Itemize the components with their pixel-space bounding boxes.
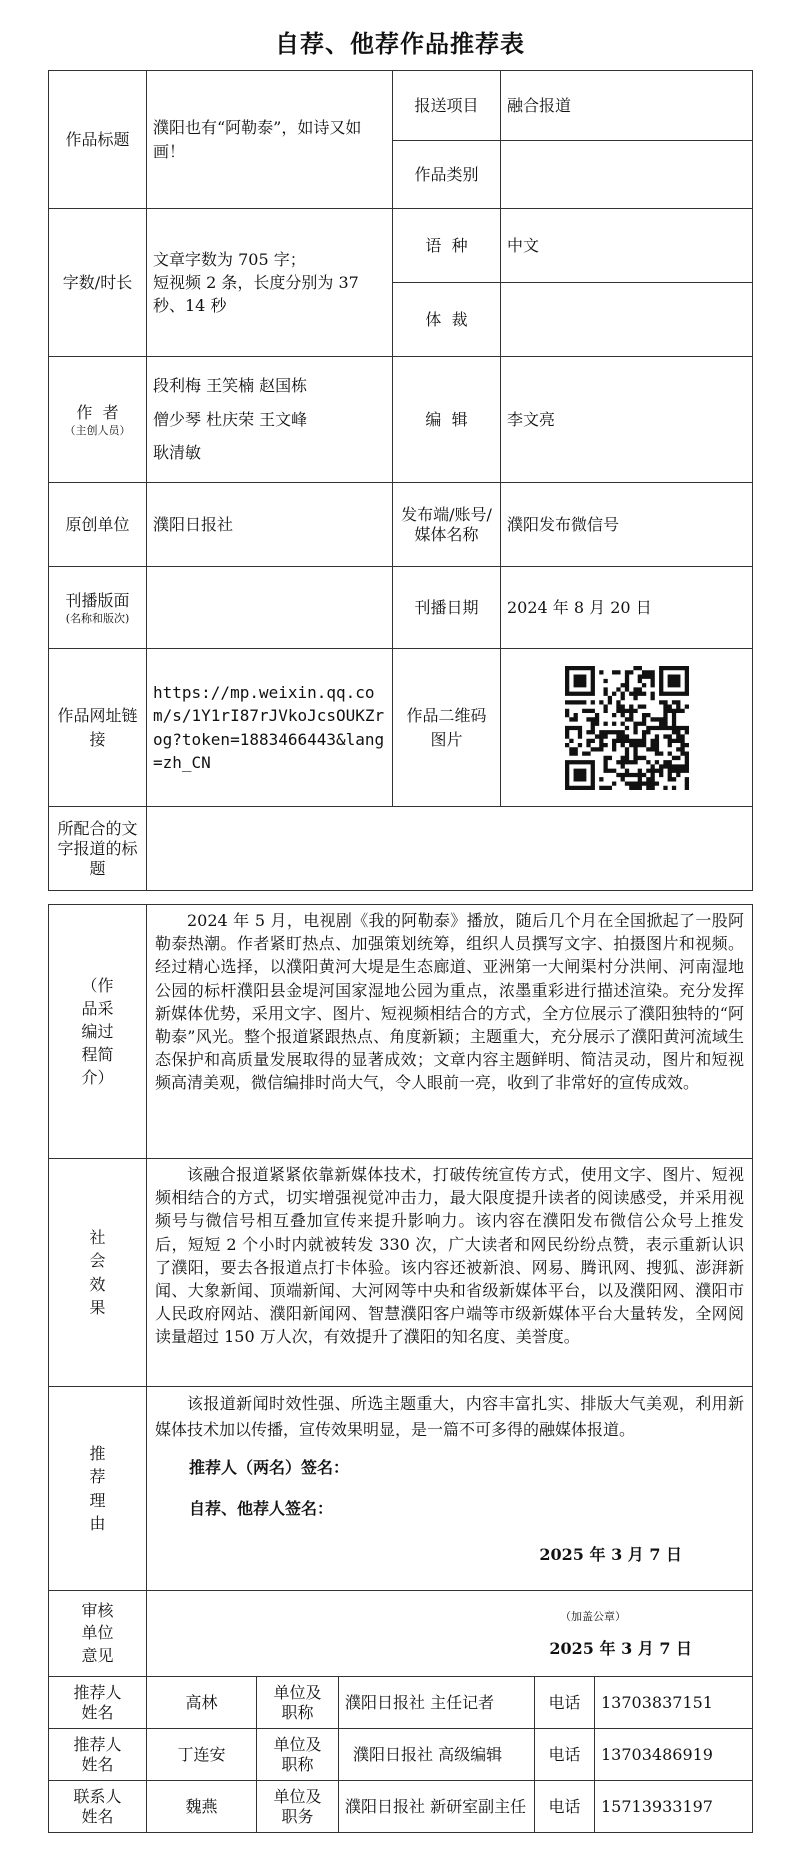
person-tel: 13703486919 [595, 1729, 753, 1781]
category-label: 作品类别 [393, 141, 501, 209]
person-label: 推荐人姓名 [49, 1677, 147, 1729]
genre-value [501, 283, 753, 357]
page-value [147, 567, 393, 649]
person-tel-label: 电话 [535, 1729, 595, 1781]
person-pos: 濮阳日报社 新研室副主任 [339, 1781, 535, 1833]
review-date: 2025 年 3 月 7 日 [549, 1638, 693, 1658]
person-tel-label: 电话 [535, 1677, 595, 1729]
intro-text: 2024 年 5 月，电视剧《我的阿勒泰》播放，随后几个月在全国掀起了一股阿勒泰热潮。作者紧盯热点、加强策划统筹，组织人员撰写文字、拍摄图片和视频。经过精心选择，以濮阳黄河大堤是生态廊道、亚洲第一大闸渠村分洪闸、河南湿地公园的标杆濮阳县金堤河国家湿地公园为重点，浓墨重彩进行描述渲染。充分发挥新媒体优势，采用文字、图片、短视频相结合的方式，全方位展示了濮阳独特的“阿勒泰”风光。整个报道紧跟热点、角度新颖；主题重大，充分展示了濮阳黄河流域生态保护和高质量发展取得的显著成效；文章内容主题鲜明、简洁灵动，图片和短视频高清美观，微信编排时尚大气，令人眼前一亮，收到了非常好的宣传成效。 [147, 905, 753, 1159]
language-value: 中文 [501, 209, 753, 283]
author-line-3: 耿清敏 [153, 443, 202, 463]
page-label: 刊播版面 (名称和版次) [49, 567, 147, 649]
author-sub: （主创人员） [64, 423, 131, 437]
length-value [147, 209, 393, 357]
qr-code-image [565, 666, 689, 790]
person-name: 高林 [147, 1677, 257, 1729]
url-value[interactable]: https://mp.weixin.qq.com/s/1Y1rI87rJVkoJcsOUKZrog?token=1883466443&lang=zh_CN [147, 649, 393, 807]
language-label: 语 种 [393, 209, 501, 283]
author-label: 作 者 （主创人员） [49, 357, 147, 483]
person-tel: 13703837151 [595, 1677, 753, 1729]
reason-date: 2025 年 3 月 7 日 [539, 1544, 683, 1564]
qr-label: 作品二维码图片 [393, 649, 501, 807]
page-title: 自荐、他荐作品推荐表 [275, 29, 525, 58]
person-pos-label: 单位及职称 [257, 1729, 339, 1781]
person-tel-label: 电话 [535, 1781, 595, 1833]
person-pos-label: 单位及职称 [257, 1677, 339, 1729]
category-value [501, 141, 753, 209]
related-label: 所配合的文字报道的标题 [49, 807, 147, 891]
person-pos: 濮阳日报社 高级编辑 [339, 1729, 535, 1781]
publish-end-label: 发布端/账号/媒体名称 [393, 483, 501, 567]
author-line-1: 段利梅 王笑楠 赵国栋 [153, 376, 308, 396]
length-line-2: 短视频 2 条，长度分别为 37 秒、14 秒 [153, 272, 359, 316]
url-label: 作品网址链接 [49, 649, 147, 807]
review-cell [147, 1591, 753, 1677]
editor-value: 李文亮 [501, 357, 753, 483]
detail-table [48, 904, 753, 1833]
reason-cell [147, 1387, 753, 1591]
person-pos-label: 单位及职务 [257, 1781, 339, 1833]
reason-label: 推荐理由 [49, 1387, 147, 1591]
work-title-label: 作品标题 [49, 71, 147, 209]
reason-text: 该报道新闻时效性强、所选主题重大，内容丰富扎实、排版大气美观，利用新媒体技术加以传播，宣传效果明显，是一篇不可多得的融媒体报道。 [155, 1394, 745, 1439]
unit-label: 原创单位 [49, 483, 147, 567]
info-table [48, 70, 753, 891]
table-row [49, 1781, 753, 1833]
genre-label: 体 裁 [393, 283, 501, 357]
related-value [147, 807, 753, 891]
project-label: 报送项目 [393, 71, 501, 141]
table-row [49, 1677, 753, 1729]
self-signature-label: 自荐、他荐人签名： [189, 1499, 334, 1519]
unit-value: 濮阳日报社 [147, 483, 393, 567]
effect-label: 社会效果 [49, 1159, 147, 1387]
length-line-1: 文章字数为 705 字； [153, 249, 306, 269]
intro-label: （作品采编过程简介） [49, 905, 147, 1159]
project-value: 融合报道 [501, 71, 753, 141]
qr-cell [501, 649, 753, 807]
stamp-note: （加盖公章） [560, 1610, 627, 1623]
person-tel: 15713933197 [595, 1781, 753, 1833]
author-line-2: 僧少琴 杜庆荣 王文峰 [153, 409, 308, 429]
work-title-value: 濮阳也有“阿勒泰”，如诗又如画！ [147, 71, 393, 209]
recommender-signature-label: 推荐人（两名）签名： [189, 1458, 350, 1478]
person-name: 魏燕 [147, 1781, 257, 1833]
person-label: 联系人姓名 [49, 1781, 147, 1833]
person-pos: 濮阳日报社 主任记者 [339, 1677, 535, 1729]
date-value: 2024 年 8 月 20 日 [501, 567, 753, 649]
effect-text: 该融合报道紧紧依靠新媒体技术，打破传统宣传方式，使用文字、图片、短视频相结合的方式，切实增强视觉冲击力，最大限度提升读者的阅读感受，并采用视频号与微信号相互叠加宣传来提升影响力。该内容在濮阳发布微信公众号上推发后，短短 2 个小时内就被转发 330 次，广大读者和网民纷纷点赞，表示重新认识了濮阳，要去各报道点打卡体验。该内容还被新浪、网易、腾讯网、搜狐、澎湃新闻、大象新闻、顶端新闻、大河网等中央和省级新媒体平台，以及濮阳网、濮阳市人民政府网站、濮阳新闻网、智慧濮阳客户端等市级新媒体平台大量转发，全网阅读量超过 150 万人次，有效提升了濮阳的知名度、美誉度。 [147, 1159, 753, 1387]
author-value [147, 357, 393, 483]
length-label: 字数/时长 [49, 209, 147, 357]
publish-end-value: 濮阳发布微信号 [501, 483, 753, 567]
editor-label: 编 辑 [393, 357, 501, 483]
person-label: 推荐人姓名 [49, 1729, 147, 1781]
page-sub: (名称和版次) [65, 611, 130, 625]
review-label: 审核单位意见 [49, 1591, 147, 1677]
table-row [49, 1729, 753, 1781]
person-name: 丁连安 [147, 1729, 257, 1781]
date-label: 刊播日期 [393, 567, 501, 649]
